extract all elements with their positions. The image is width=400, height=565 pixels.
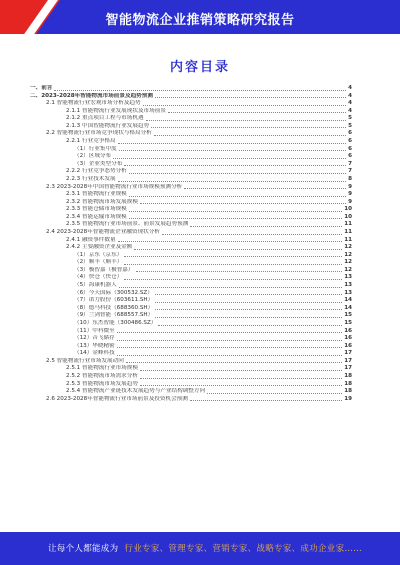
toc-leader-dots (117, 339, 343, 341)
toc-entry-label: （7）诺力股份（603611.SH） (74, 297, 154, 304)
toc-entry-label: （13）华晓精密 (74, 342, 115, 349)
toc-entry-page: 12 (344, 251, 352, 258)
toc-entry[interactable] (30, 206, 352, 214)
toc-entry[interactable] (30, 108, 352, 116)
toc-entry-page: 15 (344, 312, 352, 319)
toc-entry-label: 2.1.3 中国智能物流行业发展趋势 (66, 122, 150, 129)
toc-leader-dots (124, 255, 342, 257)
toc-entry[interactable] (30, 267, 352, 275)
toc-entry[interactable] (30, 282, 352, 290)
toc-entry-page: 9 (348, 183, 352, 190)
toc-entry[interactable] (30, 358, 352, 366)
toc-entry[interactable] (30, 328, 352, 336)
toc-entry[interactable] (30, 237, 352, 245)
toc-entry-label: （12）音飞储存 (74, 335, 115, 342)
toc-entry[interactable] (30, 161, 352, 169)
toc-entry-label: 2.2.3 行业技术发展 (66, 175, 116, 182)
toc-entry-label: 2.1 智能物流行业宏观市场分析及趋势 (46, 100, 141, 107)
toc-entry-label: （9）兰剑智能（688557.SH） (74, 312, 154, 319)
toc-entry-page: 8 (348, 175, 352, 182)
toc-entry[interactable] (30, 176, 352, 184)
toc-entry-page: 6 (348, 153, 352, 160)
toc-entry-page: 13 (344, 282, 352, 289)
toc-entry[interactable] (30, 343, 352, 351)
toc-entry-page: 6 (348, 138, 352, 145)
toc-entry-page: 6 (348, 145, 352, 152)
toc-entry-label: （2）顺丰（顺丰） (74, 259, 123, 266)
toc-entry[interactable] (30, 305, 352, 313)
toc-entry[interactable] (30, 138, 352, 146)
toc-entry[interactable] (30, 320, 352, 328)
toc-leader-dots (184, 187, 346, 189)
toc-entry-label: 2.5.3 智能物流市场发展趋势 (66, 380, 138, 387)
toc-entry[interactable] (30, 290, 352, 298)
toc-entry-page: 12 (344, 244, 352, 251)
report-footer (0, 532, 400, 565)
toc-entry[interactable] (30, 259, 352, 267)
toc-leader-dots (129, 172, 346, 174)
toc-entry[interactable] (30, 373, 352, 381)
toc-leader-dots (119, 286, 342, 288)
toc-entry[interactable] (30, 350, 352, 358)
toc-entry-page: 16 (344, 335, 352, 342)
toc-entry-page: 11 (344, 221, 352, 228)
toc-entry-page: 6 (348, 130, 352, 137)
toc-leader-dots (134, 248, 342, 250)
toc-leader-dots (113, 157, 346, 159)
toc-leader-dots (155, 308, 342, 310)
toc-entry-label: （6）今天国际（300532.SZ） (74, 289, 153, 296)
toc-leader-dots (143, 104, 347, 106)
toc-entry-page: 16 (344, 342, 352, 349)
toc-entry-label: 2.5.4 智能物流产业链技术发展趋势与产业结构调整方向 (66, 388, 206, 395)
toc-leader-dots (207, 392, 342, 394)
toc-entry[interactable] (30, 381, 352, 389)
toc-leader-dots (117, 354, 343, 356)
toc-entry[interactable] (30, 184, 352, 192)
toc-entry-page: 19 (344, 395, 352, 402)
toc-entry-page: 9 (348, 191, 352, 198)
footer-tail: 行业专家、管理专家、营销专家、战略专家、成功企业家…… (124, 544, 363, 554)
toc-entry-page: 5 (348, 122, 352, 129)
report-header (0, 0, 400, 34)
toc-entry[interactable] (30, 335, 352, 343)
toc-leader-dots (155, 316, 342, 318)
toc-leader-dots (168, 111, 346, 113)
toc-entry-label: 2.4.1 融资事件数量 (66, 236, 116, 243)
toc-entry[interactable] (30, 312, 352, 320)
toc-entry-label: 2.1.2 重点项目工程与市场机遇 (66, 115, 144, 122)
toc-entry[interactable] (30, 396, 352, 404)
toc-entry-label: （8）德马科技（688360.SH） (74, 304, 154, 311)
toc-entry-label: （10）东杰智能（300486.SZ） (74, 319, 157, 326)
toc-entry-page: 11 (344, 228, 352, 235)
table-of-contents (30, 85, 352, 403)
toc-entry-page: 18 (344, 380, 352, 387)
toc-leader-dots (154, 134, 346, 136)
toc-leader-dots (151, 126, 346, 128)
toc-entry-page: 14 (344, 297, 352, 304)
toc-entry-page: 17 (344, 365, 352, 372)
toc-entry[interactable] (30, 297, 352, 305)
toc-entry-label: 2.1.1 智能物流行业发展现状及市场前景 (66, 107, 166, 114)
toc-entry-label: 2.2 智能物流行业市场竞争现状与格局分析 (46, 130, 152, 137)
toc-entry-page: 4 (348, 85, 352, 91)
toc-leader-dots (190, 399, 342, 401)
toc-leader-dots (117, 331, 343, 333)
toc-entry[interactable] (30, 146, 352, 154)
toc-entry-page: 17 (344, 357, 352, 364)
toc-leader-dots (155, 96, 346, 98)
toc-leader-dots (118, 142, 347, 144)
toc-entry[interactable] (30, 100, 352, 108)
toc-entry-page: 11 (344, 236, 352, 243)
toc-entry-label: （2）区域分布 (74, 153, 112, 160)
toc-leader-dots (129, 195, 346, 197)
toc-entry-label: （3）企业类型分布 (74, 160, 123, 167)
toc-entry-page: 14 (344, 304, 352, 311)
toc-entry-label: 2.6 2023-2028年智能物流行业市场前景及投资机会预测 (46, 395, 188, 402)
toc-leader-dots (158, 324, 342, 326)
toc-entry-page: 7 (348, 160, 352, 167)
toc-entry-label: 2.3.4 智能运输市场规模 (66, 213, 127, 220)
report-title: 智能物流企业推销策略研究报告 (105, 13, 295, 28)
toc-entry-label: 2.3 2023-2028年中国智能物流行业市场规模预测分析 (46, 183, 183, 190)
toc-entry-page: 10 (344, 213, 352, 220)
toc-entry[interactable] (30, 123, 352, 131)
toc-leader-dots (129, 217, 342, 219)
toc-entry-page: 4 (348, 107, 352, 114)
toc-entry-page: 12 (344, 266, 352, 273)
toc-entry-page: 7 (348, 168, 352, 175)
toc-entry-label: 2.3.5 智能物流行业市场前景、前景发展趋势预测 (66, 221, 189, 228)
toc-entry-page: 16 (344, 327, 352, 334)
toc-leader-dots (162, 233, 342, 235)
toc-entry-page: 13 (344, 289, 352, 296)
toc-entry-label: （5）海康机器人 (74, 282, 117, 289)
toc-leader-dots (136, 270, 343, 272)
toc-leader-dots (54, 89, 346, 91)
toc-entry-label: 2.2.1 行业竞争格局 (66, 138, 116, 145)
toc-entry-page: 4 (348, 92, 352, 99)
toc-entry[interactable] (30, 365, 352, 373)
toc-leader-dots (140, 384, 342, 386)
toc-entry-label: 2.5 智能物流行业市场发展动向 (46, 357, 124, 364)
toc-entry-page: 13 (344, 274, 352, 281)
toc-entry[interactable] (30, 274, 352, 282)
toc-entry-label: 2.5.1 智能物流行业市场规模 (66, 365, 138, 372)
toc-leader-dots (119, 149, 346, 151)
toc-entry-label: 2.3.1 智能物流行业规模 (66, 191, 127, 198)
toc-entry[interactable] (30, 221, 352, 229)
toc-entry-page: 9 (348, 198, 352, 205)
toc-entry-label: （4）快仓（快仓） (74, 274, 123, 281)
toc-leader-dots (124, 164, 346, 166)
toc-entry-page: 10 (344, 206, 352, 213)
toc-entry-label: （1）京东（京东） (74, 251, 123, 258)
toc-entry-page: 4 (348, 100, 352, 107)
toc-entry[interactable] (30, 93, 352, 101)
toc-heading: 内容目录 (169, 60, 230, 75)
toc-entry[interactable] (30, 191, 352, 199)
toc-leader-dots (117, 346, 343, 348)
footer-lead: 让每个人都能成为 (48, 544, 119, 554)
toc-entry-label: 2.2.2 行业竞争态势分析 (66, 168, 127, 175)
toc-entry-label: （14）金峰科技 (74, 350, 115, 357)
toc-entry-label: （3）极智嘉（极智嘉） (74, 266, 134, 273)
toc-leader-dots (140, 377, 342, 379)
toc-entry-label: 一、前言 (30, 85, 53, 91)
toc-entry[interactable] (30, 115, 352, 123)
toc-leader-dots (124, 278, 342, 280)
toc-entry[interactable] (30, 388, 352, 396)
toc-leader-dots (118, 180, 347, 182)
toc-entry-page: 5 (348, 115, 352, 122)
toc-entry-label: 2.5.2 智能物流市场需求分析 (66, 372, 138, 379)
toc-entry-page: 15 (344, 319, 352, 326)
toc-leader-dots (155, 301, 342, 303)
toc-entry[interactable] (30, 130, 352, 138)
toc-leader-dots (140, 369, 342, 371)
toc-leader-dots (118, 240, 343, 242)
toc-leader-dots (126, 361, 342, 363)
toc-entry[interactable] (30, 214, 352, 222)
toc-entry[interactable] (30, 153, 352, 161)
toc-entry[interactable] (30, 229, 352, 237)
toc-entry-label: （1）行业集中度 (74, 145, 117, 152)
toc-entry[interactable] (30, 252, 352, 260)
toc-entry[interactable] (30, 85, 352, 93)
toc-entry[interactable] (30, 244, 352, 252)
toc-entry-label: 2.3.2 智能物流市场发展规模 (66, 198, 138, 205)
toc-entry-label: 2.4 2023-2028年智能物流企业融资现状分析 (46, 228, 160, 235)
toc-leader-dots (124, 263, 342, 265)
toc-leader-dots (155, 293, 342, 295)
toc-entry-label: （11）中科微至 (74, 327, 115, 334)
toc-entry[interactable] (30, 199, 352, 207)
toc-entry-page: 17 (344, 350, 352, 357)
toc-entry-label: 二、2023-2028年智能物流市场前景及趋势预测 (30, 92, 153, 99)
toc-leader-dots (129, 210, 342, 212)
toc-entry-page: 18 (344, 388, 352, 395)
toc-entry-label: 2.3.3 智能仓储市场规模 (66, 206, 127, 213)
toc-leader-dots (146, 119, 347, 121)
toc-leader-dots (190, 225, 342, 227)
footer-slogan (48, 542, 362, 554)
toc-leader-dots (140, 202, 346, 204)
toc-entry-page: 12 (344, 259, 352, 266)
toc-entry[interactable] (30, 168, 352, 176)
toc-entry-label: 2.4.2 主要融资企业及金额 (66, 244, 133, 251)
toc-entry-page: 18 (344, 372, 352, 379)
